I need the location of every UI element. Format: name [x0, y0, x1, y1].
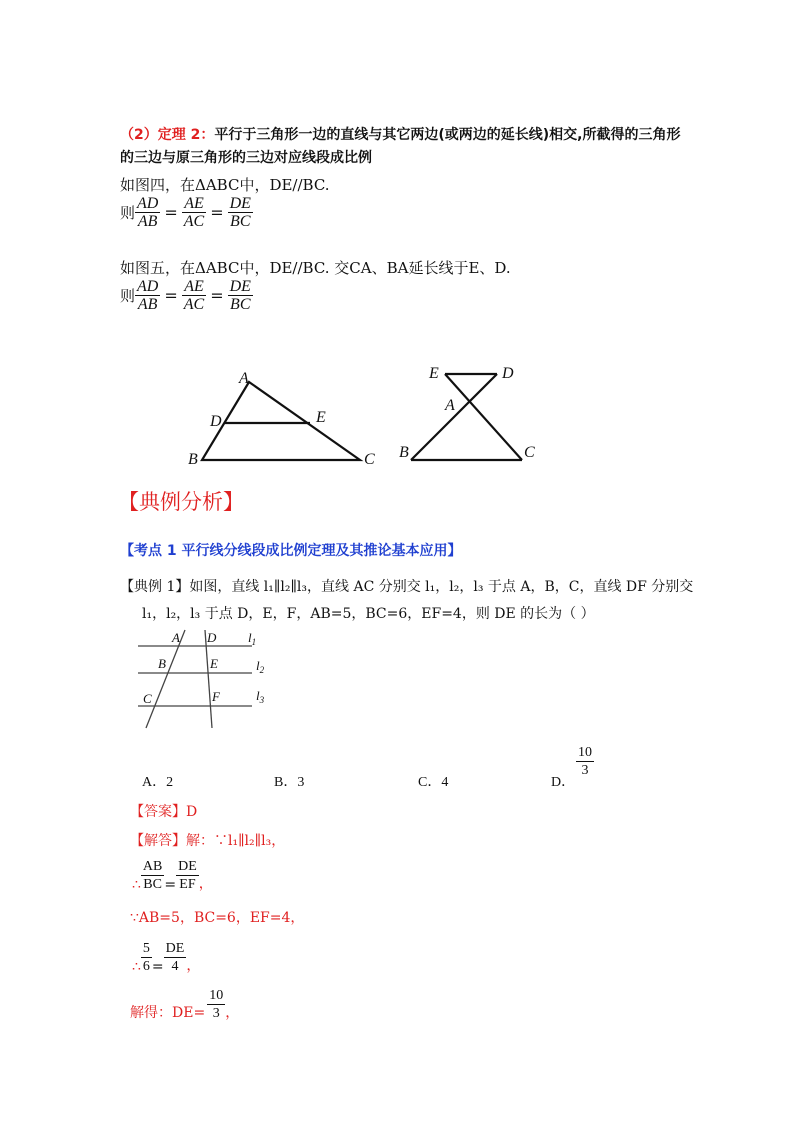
label-d: D: [207, 630, 217, 645]
numerator: AD: [137, 195, 159, 212]
label-a: A: [172, 630, 180, 645]
numerator: DE: [229, 195, 251, 212]
solution-step-4: [130, 987, 239, 1022]
numerator: DE: [165, 941, 185, 956]
numerator: 10: [209, 988, 224, 1003]
fraction: [176, 858, 199, 893]
numerator: AD: [137, 278, 159, 295]
denominator: 3: [581, 763, 589, 778]
label-l1: $l_1$: [248, 630, 257, 647]
fig4-proportion: [120, 195, 253, 230]
numerator: DE: [178, 859, 197, 874]
theorem-text-1: 平行于三角形一边的直线与其它两边(或两边的延长线)相交,所截得的三角形: [214, 127, 681, 143]
comma: ，: [186, 958, 201, 974]
numerator: AB: [142, 859, 163, 874]
choice-b: B．3: [274, 775, 305, 790]
theorem-number: （2）: [120, 127, 158, 143]
label-f: F: [212, 689, 220, 704]
solution-step-2: ∵AB=5，BC=6，EF=4，: [130, 910, 305, 926]
fraction: [228, 278, 253, 313]
label-l3: $l_3$: [256, 688, 265, 705]
theorem-line-2: 的三边与原三角形的三边对应线段成比例: [120, 150, 372, 166]
denominator: BC: [230, 213, 251, 230]
denominator: BC: [143, 877, 162, 892]
kaodian-title: 【考点 1 平行线分线段成比例定理及其推论基本应用】: [120, 543, 462, 559]
therefore-sign: ∴: [132, 877, 141, 893]
fraction: [135, 195, 160, 230]
fraction: [141, 940, 152, 975]
section-title: 【典例分析】: [118, 490, 244, 514]
figure-four: [188, 370, 375, 468]
fig4-sentence: 如图四，在ΔABC中，DE//BC.: [120, 176, 330, 194]
label-b: B: [399, 444, 409, 461]
label-a: A: [445, 397, 455, 414]
numerator: 5: [142, 941, 150, 956]
numerator: AE: [184, 195, 204, 212]
figure-five: [399, 365, 535, 461]
triangle-abc: [202, 382, 360, 460]
answer-label: 【答案】D: [130, 804, 198, 820]
comma: ，: [225, 1005, 240, 1021]
denominator: AB: [137, 296, 158, 313]
label-d: D: [210, 413, 222, 430]
label-e: E: [210, 656, 218, 671]
theorem-name: 定理 2：: [157, 127, 215, 143]
solution-result-text: 解得：DE=: [130, 1005, 206, 1021]
numerator: AE: [184, 278, 204, 295]
fraction: [164, 940, 187, 975]
fig5-proportion: [120, 278, 253, 313]
denominator: AB: [137, 213, 158, 230]
therefore-sign: ∴: [132, 959, 141, 975]
choice-d-prefix: D．: [551, 775, 576, 790]
choice-c: C．4: [418, 775, 449, 790]
label-c: C: [364, 451, 375, 468]
example-line-1: 【典例 1】如图，直线 l₁∥l₂∥l₃，直线 AC 分别交 l₁，l₂，l₃ 于点 A，B，C，直线 DF 分别交: [120, 579, 694, 595]
theorem-line-1: [120, 124, 681, 144]
equals-sign: =: [164, 286, 178, 305]
label-d: D: [502, 365, 514, 382]
label-e: E: [429, 365, 439, 382]
parallel-lines-figure: [130, 628, 280, 730]
label-l2: $l_2$: [256, 658, 265, 675]
denominator: BC: [230, 296, 251, 313]
fig5-sentence: 如图五，在ΔABC中，DE//BC. 交CA、BA延长线于E、D.: [120, 259, 511, 277]
label-b: B: [158, 656, 166, 671]
label-c: C: [524, 444, 535, 461]
equals-sign: =: [164, 203, 178, 222]
denominator: AC: [183, 296, 205, 313]
denominator: 6: [142, 959, 150, 974]
denominator: 4: [171, 959, 179, 974]
equals-sign: =: [210, 286, 224, 305]
solution-step-1: [132, 858, 213, 893]
example-line-2: l₁，l₂，l₃ 于点 D，E，F，AB=5，BC=6，EF=4，则 DE 的长为（ ）: [142, 606, 595, 622]
fraction: [576, 744, 594, 779]
fraction: [135, 278, 160, 313]
triangle-figures: [180, 360, 560, 470]
comma: ，: [198, 876, 213, 892]
denominator: 3: [212, 1006, 220, 1021]
solution-step-3: [132, 940, 200, 975]
fraction: [228, 195, 253, 230]
fig5-then: 则: [120, 287, 136, 305]
denominator: AC: [183, 213, 205, 230]
numerator: DE: [229, 278, 251, 295]
fraction: [141, 858, 164, 893]
label-b: B: [188, 451, 198, 468]
label-a: A: [239, 370, 249, 387]
equals-sign: =: [164, 877, 177, 893]
solution-intro: 【解答】解：∵l₁∥l₂∥l₃，: [130, 833, 286, 849]
fraction: [182, 195, 206, 230]
equals-sign: =: [151, 959, 164, 975]
fraction: [207, 987, 225, 1022]
label-e: E: [316, 409, 326, 426]
fig4-then: 则: [120, 204, 136, 222]
denominator: EF: [179, 877, 196, 892]
choice-a: A．2: [142, 775, 174, 790]
label-c: C: [143, 691, 152, 706]
choice-d-fraction: [576, 744, 594, 779]
equals-sign: =: [210, 203, 224, 222]
fraction: [182, 278, 206, 313]
numerator: 10: [578, 745, 592, 760]
